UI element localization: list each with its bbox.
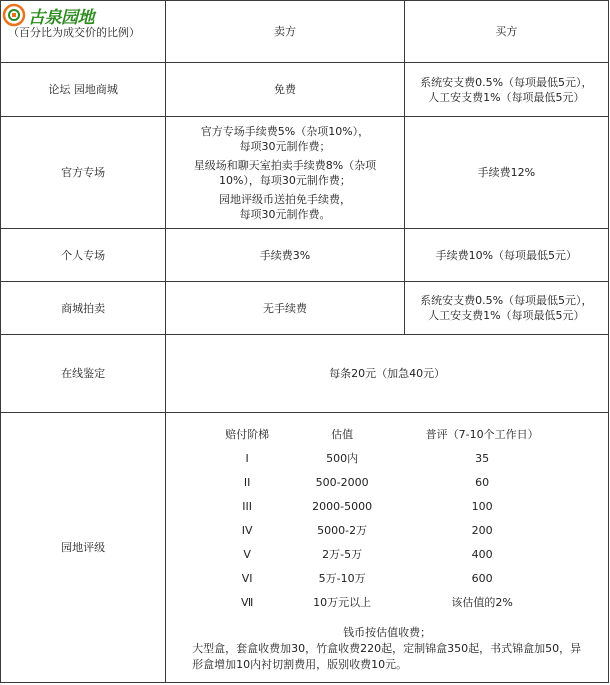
grading-header-row — [212, 423, 562, 447]
tier-level: II — [243, 476, 251, 489]
grading-tier-row — [212, 591, 562, 615]
grading-table — [212, 423, 562, 615]
fee-line: 人工安支费1%（每项最低5元） — [428, 90, 585, 104]
row-personal — [1, 229, 609, 282]
tier-fee: 200 — [471, 524, 493, 537]
row-forum — [1, 63, 609, 117]
fee-line: 官方专场手续费5%（杂项10%）， — [200, 124, 370, 138]
row-appraisal — [1, 335, 609, 413]
row-label: 商城拍卖 — [1, 282, 166, 335]
grading-header: 普评（7-10个工作日） — [425, 428, 539, 441]
buyer-fee: 手续费10%（每项最低5元） — [404, 229, 608, 282]
tier-fee: 400 — [471, 548, 493, 561]
row-official — [1, 117, 609, 229]
seller-fee: 手续费3% — [166, 229, 404, 282]
tier-value: 5000-2万 — [317, 524, 368, 537]
buyer-fee — [404, 282, 608, 335]
tier-fee: 35 — [475, 452, 490, 465]
grading-tier-row — [212, 519, 562, 543]
tier-value: 5万-10万 — [318, 572, 366, 585]
row-grading — [1, 413, 609, 683]
tier-fee: 该估值的2% — [451, 596, 513, 609]
tier-value: 10万元以上 — [313, 596, 372, 609]
tier-fee: 60 — [475, 476, 490, 489]
logo-text: 古泉园地 — [28, 7, 94, 28]
tier-value: 500内 — [326, 452, 359, 465]
row-label: 官方专场 — [1, 117, 166, 229]
fee-line: 人工安支费1%（每项最低5元） — [428, 309, 585, 322]
buyer-header: 买方 — [404, 1, 608, 63]
grading-tier-row — [212, 471, 562, 495]
fee-line: 星级场和聊天室拍卖手续费8%（杂项 — [193, 158, 377, 172]
tier-value: 500-2000 — [315, 476, 369, 489]
fee-line: 系统安支费0.5%（每项最低5元）， — [420, 294, 593, 307]
tier-level: IV — [241, 524, 253, 537]
grading-tier-row — [212, 543, 562, 567]
tier-level: VI — [241, 572, 253, 585]
tier-fee: 600 — [471, 572, 493, 585]
tier-level: Ⅶ — [240, 596, 254, 609]
seller-header: 卖方 — [166, 1, 404, 63]
fee-line: 每项30元制作费。 — [239, 207, 331, 221]
grading-tier-row — [212, 495, 562, 519]
row-mall-auction — [1, 282, 609, 335]
grading-note: 钱币按估值收费； — [343, 625, 432, 639]
seller-fee: 免费 — [166, 63, 404, 117]
tier-level: I — [245, 452, 249, 465]
seller-fee — [166, 117, 404, 229]
percentage-note: （百分比为成交价的比例） — [8, 26, 140, 39]
tier-value: 2万-5万 — [322, 548, 363, 561]
row-label: 在线鉴定 — [1, 335, 166, 413]
row-label: 个人专场 — [1, 229, 166, 282]
grading-note: 大型盒，套盒收费加30，竹盒收费220起，定制锦盒350起，书式锦盒加50，异形盒增加10内衬切割费用，版别收费10元。 — [192, 641, 582, 671]
grading-notes — [170, 625, 604, 673]
grading-tier-row — [212, 447, 562, 471]
row-label: 论坛 园地商城 — [1, 63, 166, 117]
fee-line: 10%），每项30元制作费； — [218, 173, 351, 187]
seller-fee: 无手续费 — [166, 282, 404, 335]
grading-content — [166, 413, 609, 683]
appraisal-fee: 每条20元（加急40元） — [166, 335, 609, 413]
tier-level: V — [243, 548, 251, 561]
grading-header: 估值 — [331, 428, 354, 441]
fee-line: 系统安支费0.5%（每项最低5元）， — [420, 75, 593, 89]
buyer-fee — [404, 63, 608, 117]
buyer-fee: 手续费12% — [404, 117, 608, 229]
row-label: 园地评级 — [1, 413, 166, 683]
fee-line: 园地评级币送拍免手续费， — [218, 192, 351, 206]
grading-header: 赔付阶梯 — [225, 428, 270, 441]
tier-fee: 100 — [471, 500, 493, 513]
tier-value: 2000-5000 — [312, 500, 373, 513]
tier-level: III — [242, 500, 252, 513]
grading-tier-row — [212, 567, 562, 591]
fee-line: 每项30元制作费； — [239, 139, 331, 153]
